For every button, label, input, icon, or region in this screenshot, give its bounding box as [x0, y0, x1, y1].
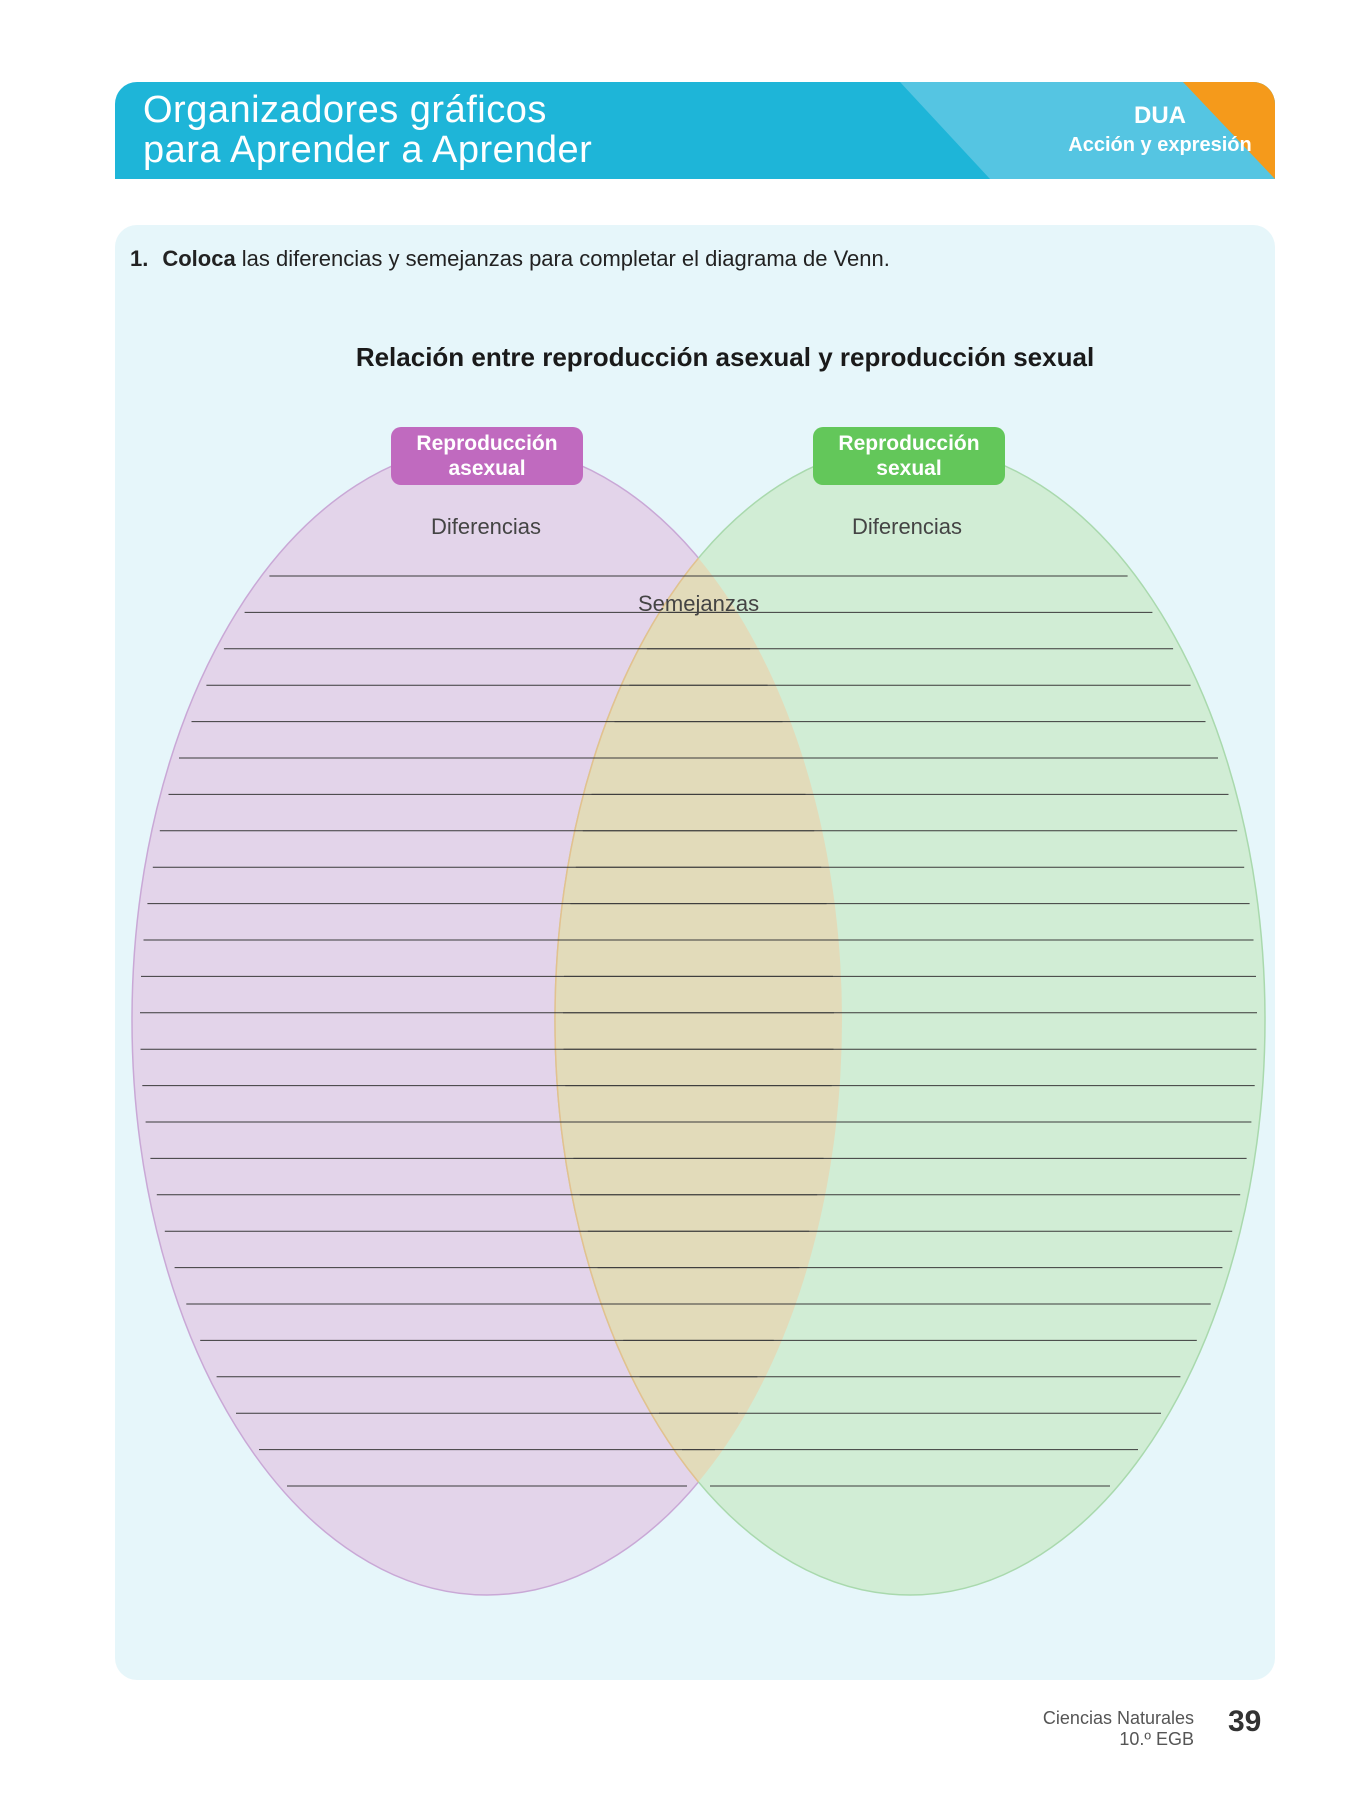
dua-badge-subtitle: Acción y expresión	[1068, 134, 1252, 156]
dua-badge-title: DUA	[1134, 102, 1186, 129]
right-differences-label: Diferencias	[852, 514, 963, 539]
page-number: 39	[1228, 1705, 1262, 1738]
footer-grade: 10.º EGB	[1119, 1729, 1194, 1749]
similarities-label: Semejanzas	[638, 591, 760, 616]
exercise-number: 1.	[130, 246, 149, 271]
right-set-label-line1: Reproducción	[838, 432, 980, 455]
left-set-label-line2: asexual	[448, 457, 526, 480]
exercise-text: las diferencias y semejanzas para completar el diagrama de Venn.	[241, 246, 890, 271]
diagram-title: Relación entre reproducción asexual y reproducción sexual	[355, 342, 1095, 372]
footer-subject: Ciencias Naturales	[1042, 1708, 1194, 1728]
left-set-label-line1: Reproducción	[416, 432, 558, 455]
exercise-verb: Coloca	[162, 246, 236, 271]
header-title-line2: para Aprender a Aprender	[143, 129, 593, 171]
right-set-label-line2: sexual	[876, 457, 942, 480]
left-set-label	[391, 427, 583, 485]
header-title-line1: Organizadores gráficos	[143, 89, 547, 131]
left-differences-label: Diferencias	[431, 514, 542, 539]
right-set-label	[813, 427, 1005, 485]
